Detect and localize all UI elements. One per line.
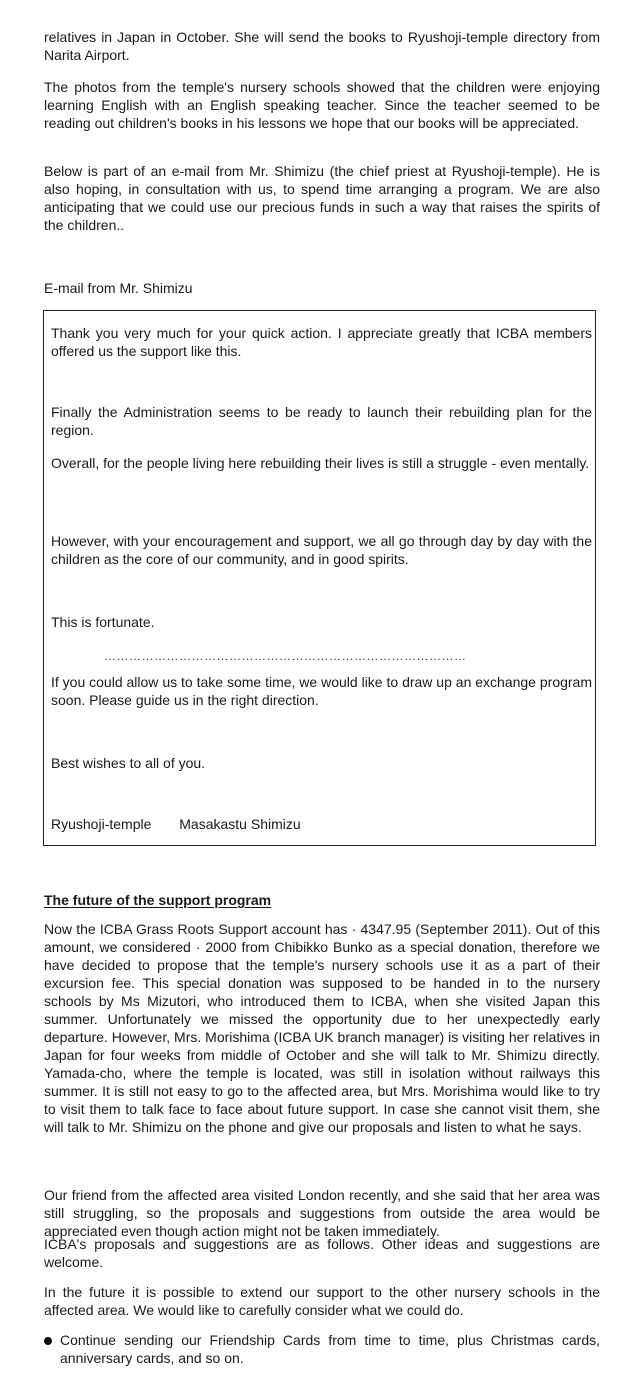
- section-heading: The future of the support program: [44, 892, 272, 908]
- signature-place: Ryushoji-temple: [51, 816, 152, 832]
- intro-paragraph-2: The photos from the temple's nursery schools showed that the children were enjoying learning English with an English speaking teacher. Since the teacher seemed to be reading out children's books in his lessons we hope that our books will be appreciated.: [44, 79, 600, 131]
- email-paragraph-2: Finally the Administration seems to be ready to launch their rebuilding plan for the region.: [51, 404, 592, 438]
- email-paragraph-5: This is fortunate.: [51, 614, 155, 630]
- future-paragraph-1: Now the ICBA Grass Roots Support account has · 4347.95 (September 2011). Out of this amount, we considered · 2000 from Chibikko Bunko as a special donation, therefore we have decided to propose that the temple's nursery schools use it as a part of their excursion fee. This special donation was supposed to be handed in to the nursery schools by Ms Mizutori, who introduced them to ICBA, when she visited Japan this summer. Unfortunately we missed the opportunity due to her unexpectedly early departure. However, Mrs. Morishima (ICBA UK branch manager) is visiting her relatives in Japan for four weeks from middle of October and she will talk to Mr. Shimizu directly. Yamada-cho, where the temple is located, was still in isolation without railways this summer. It is still not easy to go to the affected area, but Mrs. Morishima would like to try to visit them to talk face to face about future support. In case she cannot visit them, she will talk to Mr. Shimizu on the phone and give our proposals and listen to what he says.: [44, 921, 600, 1135]
- intro-paragraph-1: relatives in Japan in October. She will send the books to Ryushoji-temple directory from Narita Airport.: [44, 29, 600, 63]
- email-paragraph-7: Best wishes to all of you.: [51, 755, 206, 771]
- bullet-icon: [44, 1337, 52, 1345]
- future-paragraph-4: In the future it is possible to extend our support to the other nursery schools in the affected area. We would like to carefully consider what we could do.: [44, 1284, 600, 1318]
- bullet-text: Continue sending our Friendship Cards from time to time, plus Christmas cards, anniversary cards, and so on.: [60, 1332, 600, 1366]
- signature-name: Masakastu Shimizu: [179, 816, 301, 832]
- email-paragraph-1: Thank you very much for your quick action. I appreciate greatly that ICBA members offered us the support like this.: [51, 325, 592, 359]
- email-ellipsis: ……………………………………………………………………………: [104, 649, 467, 663]
- future-paragraph-3: ICBA's proposals and suggestions are as follows. Other ideas and suggestions are welcome.: [44, 1236, 600, 1270]
- email-label: E-mail from Mr. Shimizu: [44, 280, 193, 296]
- future-paragraph-2: Our friend from the affected area visited London recently, and she said that her area was still struggling, so the proposals and suggestions from outside the area would be appreciated even though action might not be taken immediately.: [44, 1187, 600, 1239]
- email-paragraph-6: If you could allow us to take some time, we would like to draw up an exchange program soon. Please guide us in the right direction.: [51, 674, 592, 708]
- email-paragraph-4: However, with your encouragement and support, we all go through day by day with the children as the core of our community, and in good spirits.: [51, 533, 592, 567]
- email-paragraph-3: Overall, for the people living here rebuilding their lives is still a struggle - even mentally.: [51, 455, 590, 471]
- email-signature: [51, 815, 301, 833]
- intro-paragraph-3: Below is part of an e-mail from Mr. Shimizu (the chief priest at Ryushoji-temple). He is also hoping, in consultation with us, to spend time arranging a program. We are also anticipating that we could use our precious funds in such a way that raises the spirits of the children..: [44, 163, 600, 233]
- email-quote-box: [43, 310, 596, 846]
